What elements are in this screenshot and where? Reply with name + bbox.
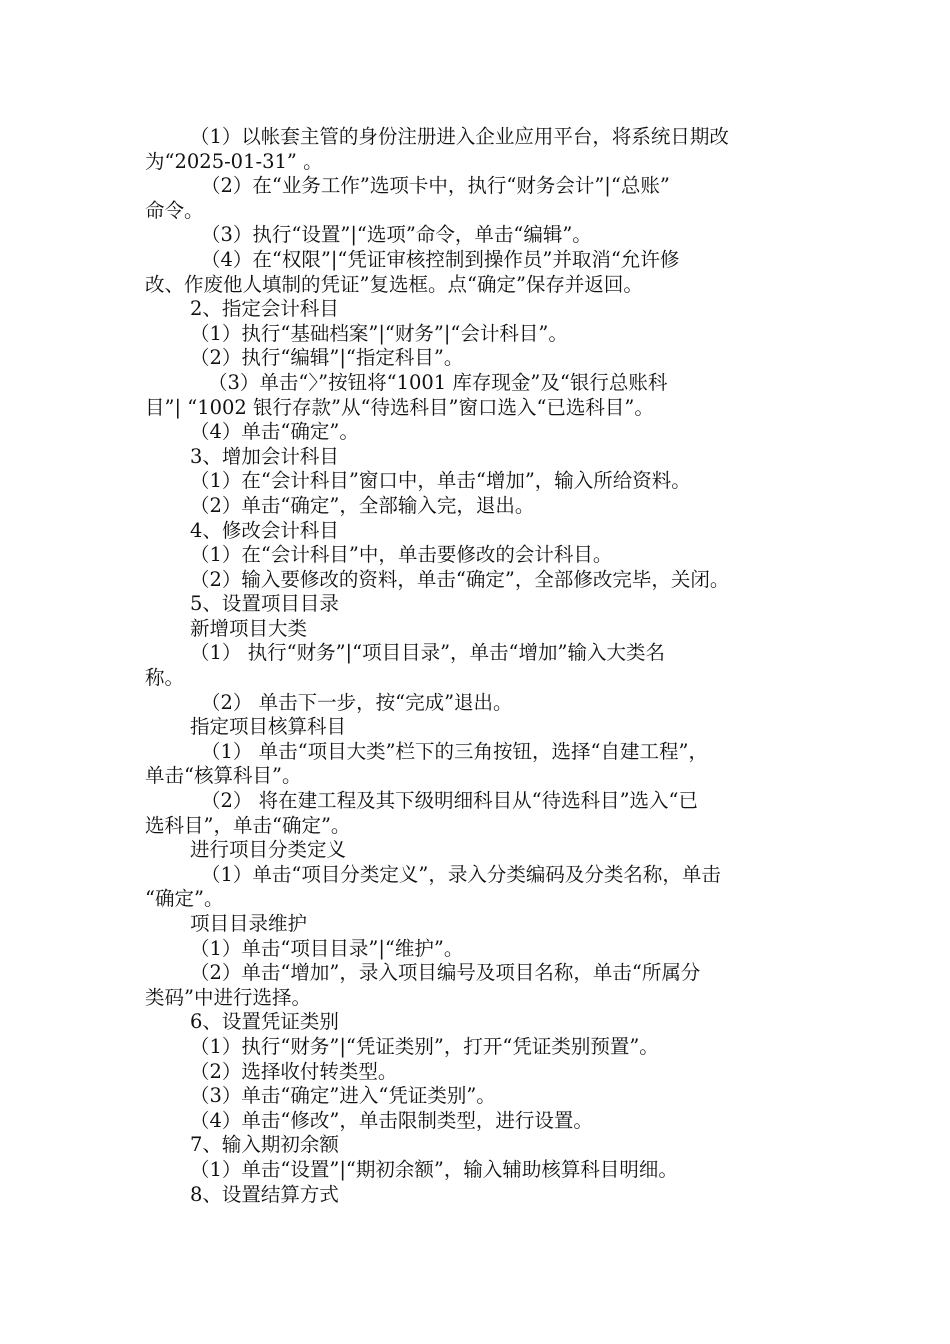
paragraph-line: （1）单击“项目分类定义”，录入分类编码及分类名称，单击 — [201, 862, 721, 886]
section-heading: 4、修改会计科目 — [190, 518, 339, 542]
paragraph-line: （2）单击“增加”，录入项目编号及项目名称，单击“所属分 — [190, 961, 701, 985]
paragraph-line: 命令。 — [145, 198, 204, 222]
paragraph-line: （4）单击“修改”，单击限制类型，进行设置。 — [190, 1108, 593, 1132]
paragraph-line: （2） 单击下一步，按“完成”退出。 — [201, 690, 513, 714]
paragraph-line: （1） 单击“项目大类”栏下的三角按钮，选择“自建工程”， — [201, 739, 708, 763]
paragraph-line: （2）选择收付转类型。 — [190, 1059, 398, 1083]
paragraph-line: 为“2025-01-31” 。 — [145, 149, 323, 173]
section-heading: 2、指定会计科目 — [190, 297, 339, 321]
paragraph-line: （2） 将在建工程及其下级明细科目从“待选科目”选入“已 — [201, 789, 699, 813]
paragraph-line: 改、作废他人填制的凭证”复选框。点“确定”保存并返回。 — [145, 272, 643, 296]
subsection-heading: 进行项目分类定义 — [190, 838, 347, 862]
subsection-heading: 项目目录维护 — [190, 912, 308, 935]
paragraph-line: 目”| “1002 银行存款”从“待选科目”窗口选入“已选科目”。 — [145, 395, 654, 419]
section-heading: 7、输入期初余额 — [190, 1133, 339, 1157]
section-heading: 3、增加会计科目 — [190, 444, 339, 468]
paragraph-line: （1）单击“设置”|“期初余额”，输入辅助核算科目明细。 — [190, 1157, 678, 1181]
paragraph-line: （3）执行“设置”|“选项”命令，单击“编辑”。 — [201, 223, 592, 247]
section-heading: 5、设置项目目录 — [190, 592, 339, 616]
subsection-heading: 指定项目核算科目 — [190, 715, 347, 739]
paragraph-line: （2）执行“编辑”|“指定科目”。 — [190, 346, 464, 370]
paragraph-line: （2）输入要修改的资料，单击“确定”，全部修改完毕，关闭。 — [190, 567, 730, 591]
paragraph-line: 选科目”，单击“确定”。 — [145, 813, 351, 837]
paragraph-line: （1）执行“基础档案”|“财务”|“会计科目”。 — [190, 321, 568, 345]
paragraph-line: （3）单击“确定”进入“凭证类别”。 — [190, 1084, 496, 1108]
paragraph-line: （4）在“权限”|“凭证审核控制到操作员”并取消“允许修 — [201, 247, 680, 271]
paragraph-line: （4）单击“确定”。 — [190, 420, 359, 444]
paragraph-line: 单击“核算科目”。 — [145, 764, 302, 788]
document-body — [145, 125, 815, 1207]
paragraph-line: （3）单击“〉”按钮将“1001 库存现金”及“银行总账科 — [208, 370, 668, 394]
paragraph-line: “确定”。 — [145, 887, 224, 911]
paragraph-line: （1）执行“财务”|“凭证类别”，打开“凭证类别预置”。 — [190, 1034, 659, 1058]
paragraph-line: （1） 执行“财务”|“项目目录”，单击“增加”输入大类名 — [190, 641, 665, 665]
paragraph-line: （2）在“业务工作”选项卡中，执行“财务会计”|“总账” — [201, 174, 670, 198]
section-heading: 8、设置结算方式 — [190, 1182, 339, 1206]
paragraph-line: （1）单击“项目目录”|“维护”。 — [190, 936, 464, 960]
paragraph-line: 类码”中进行选择。 — [145, 985, 311, 1009]
paragraph-line: （1）以帐套主管的身份注册进入企业应用平台，将系统日期改 — [190, 125, 729, 148]
paragraph-line: （1）在“会计科目”窗口中，单击“增加”，输入所给资料。 — [190, 469, 691, 493]
section-heading: 6、设置凭证类别 — [190, 1010, 339, 1034]
paragraph-line: （2）单击“确定”，全部输入完，退出。 — [190, 493, 535, 517]
paragraph-line: 称。 — [145, 666, 185, 690]
paragraph-line: （1）在“会计科目”中，单击要修改的会计科目。 — [190, 543, 613, 567]
subsection-heading: 新增项目大类 — [190, 616, 308, 640]
